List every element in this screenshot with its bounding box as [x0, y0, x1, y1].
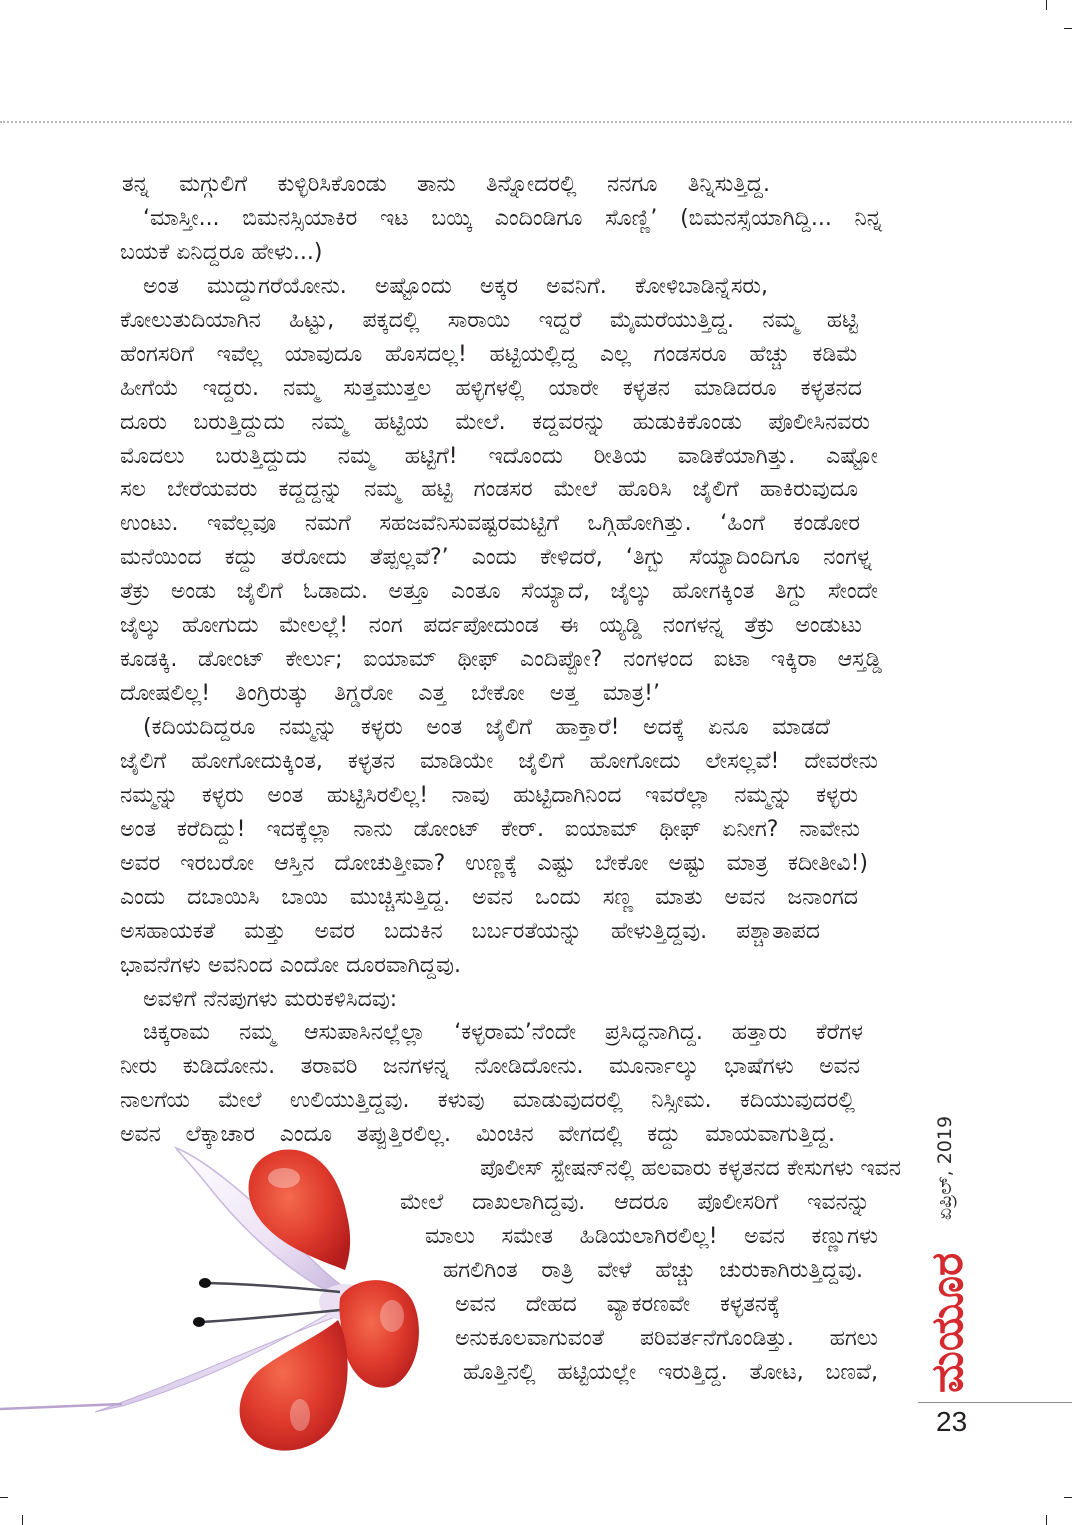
flower-stem [0, 1404, 122, 1409]
body-line: ಮೇಲೆ ದಾಖಲಾಗಿದ್ದವು. ಆದರೂ ಪೊಲೀಸರಿಗೆ ಇವನನ್ನು [400, 1190, 870, 1216]
body-line: ಅನುಕೂಲವಾಗುವಂತೆ ಪರಿವರ್ತನೆಗೊಂಡಿತ್ತು. ಹಗಲು [455, 1325, 878, 1351]
flower-illustration [0, 1130, 430, 1460]
body-line: ಹೊತ್ತಿನಲ್ಲಿ ಹಟ್ಟಿಯಲ್ಲೇ ಇರುತ್ತಿದ್ದ. ತೋಟ, ಬಣವೆ, [463, 1359, 878, 1385]
body-line: ಹೀಗೆಯೆ ಇದ್ದರು. ನಮ್ಮ ಸುತ್ತಮುತ್ತಲ ಹಳ್ಳಿಗಳಲ್ಲಿ ಯಾರೇ ಕಳ್ಳತನ ಮಾಡಿದರೂ ಕಳ್ಳತನದ [120, 375, 862, 401]
body-line: ಜೈಲಿಗೆ ಹೋಗೋದುಕ್ಕಿಂತ, ಕಳ್ಳತನ ಮಾಡಿಯೇ ಜೈಲಿಗೆ ಹೋಗೋದು ಲೇಸಲ್ಲವೆ! ದೇವರೇನು [120, 748, 878, 774]
crop-mark [0, 1497, 8, 1498]
body-line: ಉಂಟು. ಇವೆಲ್ಲವೂ ನಮಗೆ ಸಹಜವೆನಿಸುವಷ್ಟರಮಟ್ಟಿಗೆ ಒಗ್ಗಿಹೋಗಿತ್ತು. ‘ಹಿಂಗೆ ಕಂಡೋರ [120, 511, 860, 537]
body-line: ಪೊಲೀಸ್ ಸ್ಟೇಷನ್‌ನಲ್ಲಿ ಹಲವಾರು ಕಳ್ಳತನದ ಕೇಸುಗಳು ಇವನ [480, 1156, 902, 1182]
body-line: ಅಸಹಾಯಕತೆ ಮತ್ತು ಅವರ ಬದುಕಿನ ಬರ್ಬರತೆಯನ್ನು ಹೇಳುತ್ತಿದ್ದವು. ಪಶ್ಚಾತಾಪದ [120, 918, 820, 944]
body-line: ನಾಲಗೆಯ ಮೇಲೆ ಉಲಿಯುತ್ತಿದ್ದವು. ಕಳುವು ಮಾಡುವುದರಲ್ಲಿ ನಿಸ್ಸೀಮ. ಕದಿಯುವುದರಲ್ಲಿ [120, 1088, 855, 1114]
flower-stamen-tip [193, 1317, 205, 1327]
body-line: ಎಂದು ದಬಾಯಿಸಿ ಬಾಯಿ ಮುಚ್ಚಿಸುತ್ತಿದ್ದ. ಅವನ ಒಂದು ಸಣ್ಣ ಮಾತು ಅವನ ಜನಾಂಗದ [120, 884, 858, 910]
body-line: ಅವನ ಲೆಕ್ಕಾಚಾರ ಎಂದೂ ತಪ್ಪುತ್ತಿರಲಿಲ್ಲ. ಮಿಂಚಿನ ವೇಗದಲ್ಲಿ ಕದ್ದು ಮಾಯವಾಗುತ್ತಿದ್ದ. [120, 1122, 835, 1148]
crop-mark [1046, 0, 1047, 10]
body-line: (ಕದಿಯದಿದ್ದರೂ ನಮ್ಮನ್ನು ಕಳ್ಳರು ಅಂತ ಜೈಲಿಗೆ ಹಾಕ್ತಾರೆ! ಅದಕ್ಕೆ ಏನೂ ಮಾಡದೆ [143, 715, 830, 740]
crop-mark [1064, 1497, 1072, 1498]
body-line: ಮೊದಲು ಬರುತ್ತಿದ್ದುದು ನಮ್ಮ ಹಟ್ಟಿಗೆ! ಇದೊಂದು ರೀತಿಯ ವಾಡಿಕೆಯಾಗಿತ್ತು. ಎಷ್ಟೋ [120, 443, 878, 469]
body-line: ಅವರ ಇರಬರೋ ಆಸ್ತಿನ ದೋಚುತ್ತೀವಾ? ಉಣ್ಣಕ್ಕೆ ಎಷ್ಟು ಬೇಕೋ ಅಷ್ಟು ಮಾತ್ರ ಕದೀತೀವಿ!) [120, 850, 868, 876]
crop-mark [1046, 1515, 1047, 1525]
petal-highlight [268, 1168, 300, 1188]
body-line: ಮಾಲು ಸಮೇತ ಹಿಡಿಯಲಾಗಿರಲಿಲ್ಲ! ಅವನ ಕಣ್ಣುಗಳು [425, 1224, 878, 1250]
crop-mark [22, 1515, 23, 1525]
body-line: ನಮ್ಮನ್ನು ಕಳ್ಳರು ಅಂತ ಹುಟ್ಟಿಸಿರಲಿಲ್ಲ! ನಾವು ಹುಟ್ಟಿದಾಗಿನಿಂದ ಇವರೆಲ್ಲಾ ನಮ್ಮನ್ನು ಕಳ್ಳರು [120, 782, 858, 808]
body-line: ದೋಷಲಿಲ್ಲ! ತಿಂಗ್ರಿರುತ್ಕು ತಿಗ್ಡರೋ ಎತ್ತ ಬೇಕೋ ಅತ್ತ ಮಾತ್ರ!’ [120, 681, 660, 707]
body-line: ತೆಕ್ರು ಅಂಡು ಜೈಲಿಗೆ ಓಡಾದು. ಅತ್ತೂ ಎಂತೂ ಸೆಯ್ಯಾದೆ, ಜೈಲ್ಕು ಹೋಗಕ್ಕಿಂತ ತಿಗ್ದು ಸೇಂದೇ [120, 579, 878, 605]
body-line: ‘ಮಾಸ್ತೀ... ಬಿಮನಸ್ಸಿಯಾಕಿರ ಇಟ ಬಯ್ಕಿ ಎಂದಿಂಡಿಗೂ ಸೊಣ್ಣಿ’ (ಬಿಮನಸ್ಸೆಯಾಗಿದ್ದಿ... ನಿನ್ನ [143, 205, 882, 231]
flower-stamen-tip [199, 1278, 211, 1288]
body-line: ಮನೆಯಿಂದ ಕದ್ದು ತರೋದು ತೆಪ್ಪಲ್ಲವೆ?’ ಎಂದು ಕೇಳಿದರೆ, ‘ತಿಗ್ಬು ಸೆಯ್ಯಾದಿಂದಿಗೂ ನಂಗಳ್ನ [120, 545, 872, 571]
body-line: ದೂರು ಬರುತ್ತಿದ್ದುದು ನಮ್ಮ ಹಟ್ಟಿಯ ಮೇಲೆ. ಕದ್ದವರನ್ನು ಹುಡುಕಿಕೊಂಡು ಪೊಲೀಸಿನವರು [120, 409, 870, 435]
petal-highlight [290, 1399, 310, 1431]
body-line: ಕೋಲುತುದಿಯಾಗಿನ ಹಿಟ್ಟು, ಪಕ್ಕದಲ್ಲಿ ಸಾರಾಯಿ ಇದ್ದರೆ ಮೈಮರೆಯುತ್ತಿದ್ದ. ನಮ್ಮ ಹಟ್ಟಿ [120, 307, 858, 333]
body-line: ಜೈಲ್ಕು ಹೋಗುದು ಮೇಲಲ್ಲೆ! ನಂಗ ಪರ್ದಪೋದುಂಡ ಈ ಯ್ಯಡ್ಡಿ ನಂಗಳನ್ನ ತೆಕ್ರು ಅಂಡುಟು [120, 613, 862, 639]
body-line: ಚಿಕ್ಕರಾಮ ನಮ್ಮ ಆಸುಪಾಸಿನಲ್ಲೆಲ್ಲಾ ‘ಕಳ್ಳರಾಮ’ನೆಂದೇ ಪ್ರಸಿದ್ಧನಾಗಿದ್ದ. ಹತ್ತಾರು ಕೆರೆಗಳ [143, 1020, 863, 1046]
body-line: ಹಗಲಿಗಿಂತ ರಾತ್ರಿ ವೇಳೆ ಹೆಚ್ಚು ಚುರುಕಾಗಿರುತ್ತಿದ್ದವು. [443, 1258, 863, 1283]
body-line: ಸಲ ಬೇರೆಯವರು ಕದ್ದದ್ದನ್ನು ನಮ್ಮ ಹಟ್ಟಿ ಗಂಡಸರ ಮೇಲೆ ಹೊರಿಸಿ ಜೈಲಿಗೆ ಹಾಕಿರುವುದೂ [120, 477, 858, 503]
body-line: ಕೂಡಕ್ಕಿ. ಡೋಂಟ್ ಕೇರ್ಲು; ಐಯಾಮ್ ಥೀಫ್ ಎಂದಿಪ್ಪೋ? ನಂಗಳಂದ ಐಟಾ ಇಕ್ಕಿರಾ ಆಸ್ತಡ್ಡಿ [120, 647, 882, 673]
body-line: ಬಯಕೆ ಏನಿದ್ದರೂ ಹೇಳು...) [120, 239, 323, 265]
body-line: ಅವನ ದೇಹದ ವ್ಯಾಕರಣವೇ ಕಳ್ಳತನಕ್ಕೆ [455, 1291, 780, 1317]
flower-petal [240, 1320, 348, 1451]
petal-highlight [380, 1300, 404, 1332]
magazine-logo: ಮಯೂರ [922, 1252, 973, 1393]
body-line: ತನ್ನ ಮಗ್ಗುಲಿಗೆ ಕುಳ್ಳಿರಿಸಿಕೊಂಡು ತಾನು ತಿನ್ನೋದರಲ್ಲಿ ನನಗೂ ತಿನ್ನಿಸುತ್ತಿದ್ದ. [122, 172, 770, 197]
issue-date: ಏಪ್ರಿಲ್, 2019 [934, 1115, 956, 1221]
body-line: ಅವಳಿಗೆ ನೆನಪುಗಳು ಮರುಕಳಿಸಿದವು: [143, 986, 398, 1012]
body-line: ಭಾವನೆಗಳು ಅವನಿಂದ ಎಂದೋ ದೂರವಾಗಿದ್ದವು. [120, 952, 461, 978]
footer-rule [918, 1402, 1072, 1403]
body-line: ನೀರು ಕುಡಿದೋನು. ತರಾವರಿ ಜನಗಳನ್ನ ನೋಡಿದೋನು. ಮೂರ್ನಾಲ್ಕು ಭಾಷೆಗಳು ಅವನ [120, 1054, 860, 1080]
page-number: 23 [936, 1406, 968, 1437]
crop-mark [1064, 28, 1072, 29]
body-line: ಅಂತ ಮುದ್ದುಗರೆಯೋನು. ಅಷ್ಟೊಂದು ಅಕ್ಕರ ಅವನಿಗೆ. ಕೋಳಿಬಾಡಿನ್ನೆಸರು, [143, 273, 768, 299]
body-line: ಅಂತ ಕರೆದಿದ್ದು! ಇದಕ್ಕೆಲ್ಲಾ ನಾನು ಡೋಂಟ್ ಕೇರ್. ಐಯಾಮ್ ಥೀಫ್ ಏನೀಗ? ನಾವೇನು [120, 816, 860, 842]
body-line: ಹೆಂಗಸರಿಗೆ ಇವೆಲ್ಲ ಯಾವುದೂ ಹೊಸದಲ್ಲ! ಹಟ್ಟಿಯಲ್ಲಿದ್ದ ಎಲ್ಲ ಗಂಡಸರೂ ಹೆಚ್ಚು ಕಡಿಮೆ [120, 341, 858, 367]
flower-petal [339, 1280, 418, 1387]
header-dotted-rule [0, 121, 1072, 123]
